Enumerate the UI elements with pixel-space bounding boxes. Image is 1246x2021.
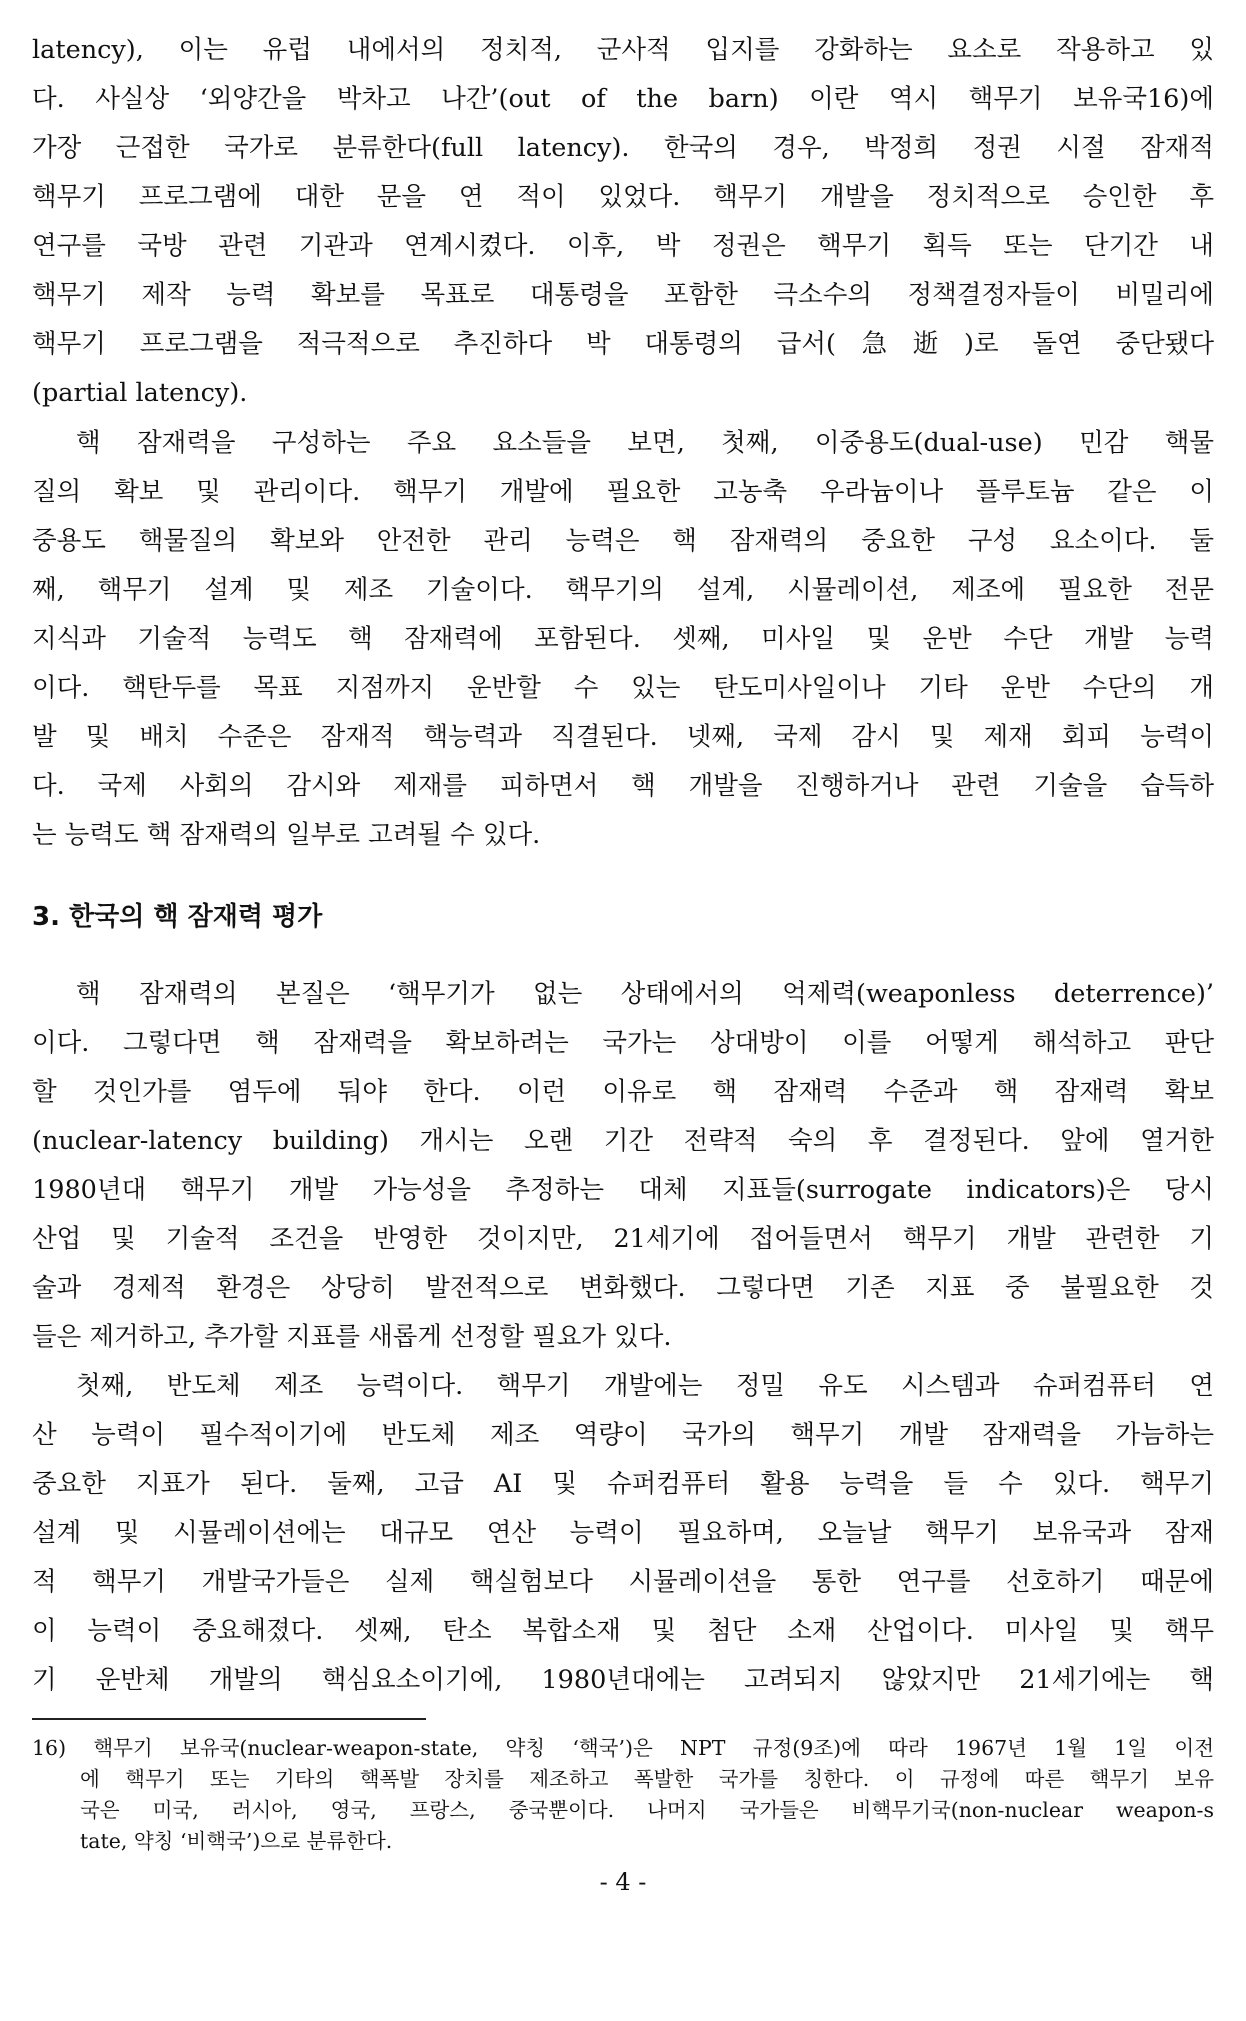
text-line: 산업 및 기술적 조건을 반영한 것이지만, 21세기에 접어들면서 핵무기 개발 관련한 기 [32, 1224, 1214, 1254]
text-line: 핵 잠재력을 구성하는 주요 요소들을 보면, 첫째, 이중용도(dual-use) 민감 핵물 [76, 428, 1214, 458]
text-line: 할 것인가를 염두에 둬야 한다. 이런 이유로 핵 잠재력 수준과 핵 잠재력 확보 [32, 1077, 1214, 1107]
text-line: 이다. 그렇다면 핵 잠재력을 확보하려는 국가는 상대방이 이를 어떻게 해석하고 판단 [32, 1028, 1214, 1058]
paragraph-1 [32, 26, 1214, 418]
text-line: 지식과 기술적 능력도 핵 잠재력에 포함된다. 셋째, 미사일 및 운반 수단 개발 능력 [32, 624, 1214, 654]
footnote-divider [32, 1718, 426, 1720]
text-line: (partial latency). [32, 378, 248, 408]
text-line: 적 핵무기 개발국가들은 실제 핵실험보다 시뮬레이션을 통한 연구를 선호하기 때문에 [32, 1567, 1214, 1597]
paragraph-4 [32, 1362, 1214, 1705]
page-number: - 4 - [599, 1868, 647, 1896]
text-line: 기 운반체 개발의 핵심요소이기에, 1980년대에는 고려되지 않았지만 21세기에는 핵 [32, 1665, 1214, 1695]
text-line: 핵무기 프로그램에 대한 문을 연 적이 있었다. 핵무기 개발을 정치적으로 승인한 후 [32, 182, 1214, 212]
section-heading: 3. 한국의 핵 잠재력 평가 [32, 902, 323, 932]
text-line: 다. 국제 사회의 감시와 제재를 피하면서 핵 개발을 진행하거나 관련 기술을 습득하 [32, 771, 1214, 801]
text-line: latency), 이는 유럽 내에서의 정치적, 군사적 입지를 강화하는 요소로 작용하고 있 [32, 35, 1214, 65]
text-line: 가장 근접한 국가로 분류한다(full latency). 한국의 경우, 박정희 정권 시절 잠재적 [32, 133, 1214, 163]
text-line: 중요한 지표가 된다. 둘째, 고급 AI 및 슈퍼컴퓨터 활용 능력을 들 수 있다. 핵무기 [32, 1469, 1214, 1499]
text-line: 산 능력이 필수적이기에 반도체 제조 역량이 국가의 핵무기 개발 잠재력을 가늠하는 [32, 1420, 1214, 1450]
text-line: 중용도 핵물질의 확보와 안전한 관리 능력은 핵 잠재력의 중요한 구성 요소이다. 둘 [32, 526, 1214, 556]
paragraph-2 [32, 419, 1214, 860]
text-line: 째, 핵무기 설계 및 제조 기술이다. 핵무기의 설계, 시뮬레이션, 제조에 필요한 전문 [32, 575, 1214, 605]
text-line: 들은 제거하고, 추가할 지표를 새롭게 선정할 필요가 있다. [32, 1322, 672, 1352]
footnote-line: 국은 미국, 러시아, 영국, 프랑스, 중국뿐이다. 나머지 국가들은 비핵무기국(non-nuclear weapon-s [80, 1798, 1214, 1822]
text-line: 다. 사실상 ‘외양간을 박차고 나간’(out of the barn) 이란 역시 핵무기 보유국16)에 [32, 84, 1214, 114]
text-line: 이 능력이 중요해졌다. 셋째, 탄소 복합소재 및 첨단 소재 산업이다. 미사일 및 핵무 [32, 1616, 1214, 1646]
footnote-line: tate, 약칭 ‘비핵국’)으로 분류한다. [80, 1829, 393, 1853]
text-line: 이다. 핵탄두를 목표 지점까지 운반할 수 있는 탄도미사일이나 기타 운반 수단의 개 [32, 673, 1214, 703]
text-line: 핵 잠재력의 본질은 ‘핵무기가 없는 상태에서의 억제력(weaponless deterrence)’ [76, 979, 1214, 1009]
footnote [32, 1733, 1214, 1857]
footnote-line: 에 핵무기 또는 기타의 핵폭발 장치를 제조하고 폭발한 국가를 칭한다. 이 규정에 따른 핵무기 보유 [80, 1767, 1214, 1791]
text-line: 발 및 배치 수준은 잠재적 핵능력과 직결된다. 넷째, 국제 감시 및 제재 회피 능력이 [32, 722, 1214, 752]
text-line: 1980년대 핵무기 개발 가능성을 추정하는 대체 지표들(surrogate indicators)은 당시 [32, 1175, 1214, 1205]
footnote-line: 16) 핵무기 보유국(nuclear-weapon-state, 약칭 ‘핵국’)은 NPT 규정(9조)에 따라 1967년 1월 1일 이전 [32, 1736, 1214, 1760]
text-line: 질의 확보 및 관리이다. 핵무기 개발에 필요한 고농축 우라늄이나 플루토늄 같은 이 [32, 477, 1214, 507]
text-line: (nuclear-latency building) 개시는 오랜 기간 전략적 숙의 후 결정된다. 앞에 열거한 [32, 1126, 1214, 1156]
text-line: 핵무기 제작 능력 확보를 목표로 대통령을 포함한 극소수의 정책결정자들이 비밀리에 [32, 280, 1214, 310]
text-line: 연구를 국방 관련 기관과 연계시켰다. 이후, 박 정권은 핵무기 획득 또는 단기간 내 [32, 231, 1214, 261]
paragraph-3 [32, 970, 1214, 1362]
text-line: 핵무기 프로그램을 적극적으로 추진하다 박 대통령의 급서(急逝)로 돌연 중단됐다 [32, 329, 1214, 359]
text-line: 설계 및 시뮬레이션에는 대규모 연산 능력이 필요하며, 오늘날 핵무기 보유국과 잠재 [32, 1518, 1214, 1548]
text-line: 는 능력도 핵 잠재력의 일부로 고려될 수 있다. [32, 820, 541, 850]
text-line: 술과 경제적 환경은 상당히 발전적으로 변화했다. 그렇다면 기존 지표 중 불필요한 것 [32, 1273, 1214, 1303]
text-line: 첫째, 반도체 제조 능력이다. 핵무기 개발에는 정밀 유도 시스템과 슈퍼컴퓨터 연 [76, 1371, 1214, 1401]
